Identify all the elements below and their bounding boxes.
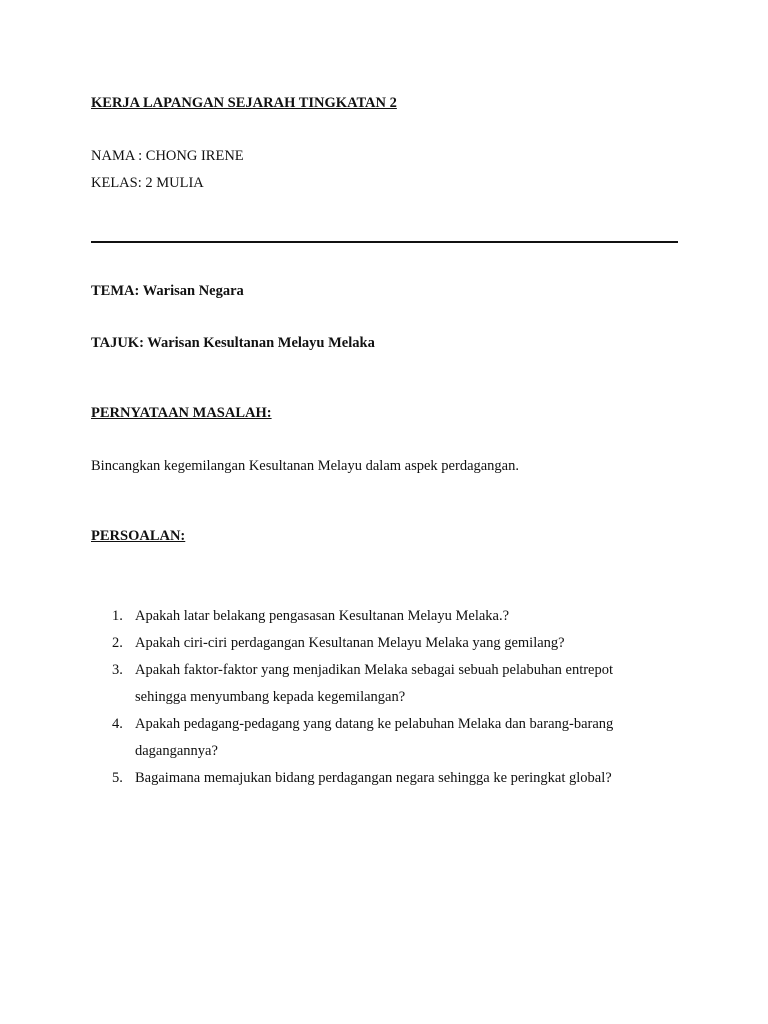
question-text: Apakah faktor-faktor yang menjadikan Melaka sebagai sebuah pelabuhan entrepot bbox=[135, 662, 614, 678]
document-title: KERJA LAPANGAN SEJARAH TINGKATAN 2 bbox=[91, 95, 397, 111]
question-number: 1. bbox=[112, 608, 123, 624]
question-text-continued: sehingga menyumbang kepada kegemilangan? bbox=[135, 689, 406, 705]
topic-line: TAJUK: Warisan Kesultanan Melayu Melaka bbox=[91, 335, 375, 351]
question-number: 2. bbox=[112, 635, 123, 651]
question-text: Bagaimana memajukan bidang perdagangan negara sehingga ke peringkat global? bbox=[135, 770, 612, 786]
problem-statement-text: Bincangkan kegemilangan Kesultanan Melayu dalam aspek perdagangan. bbox=[91, 458, 519, 474]
question-number: 3. bbox=[112, 662, 123, 678]
list-item bbox=[91, 711, 691, 765]
horizontal-divider bbox=[91, 241, 678, 243]
question-number: 5. bbox=[112, 770, 123, 786]
question-number: 4. bbox=[112, 716, 123, 732]
list-item bbox=[91, 657, 691, 711]
problem-statement-heading: PERNYATAAN MASALAH: bbox=[91, 405, 272, 421]
question-text: Apakah latar belakang pengasasan Kesultanan Melayu Melaka.? bbox=[135, 608, 510, 624]
theme-line: TEMA: Warisan Negara bbox=[91, 283, 244, 299]
question-text-continued: dagangannya? bbox=[135, 743, 218, 759]
student-name: NAMA : CHONG IRENE bbox=[91, 148, 244, 164]
list-item bbox=[91, 630, 691, 657]
question-text: Apakah pedagang-pedagang yang datang ke pelabuhan Melaka dan barang-barang bbox=[135, 716, 614, 732]
questions-list bbox=[91, 603, 691, 792]
list-item bbox=[91, 765, 691, 792]
student-class: KELAS: 2 MULIA bbox=[91, 175, 204, 191]
question-text: Apakah ciri-ciri perdagangan Kesultanan Melayu Melaka yang gemilang? bbox=[135, 635, 565, 651]
questions-heading: PERSOALAN: bbox=[91, 528, 186, 544]
list-item bbox=[91, 603, 691, 630]
